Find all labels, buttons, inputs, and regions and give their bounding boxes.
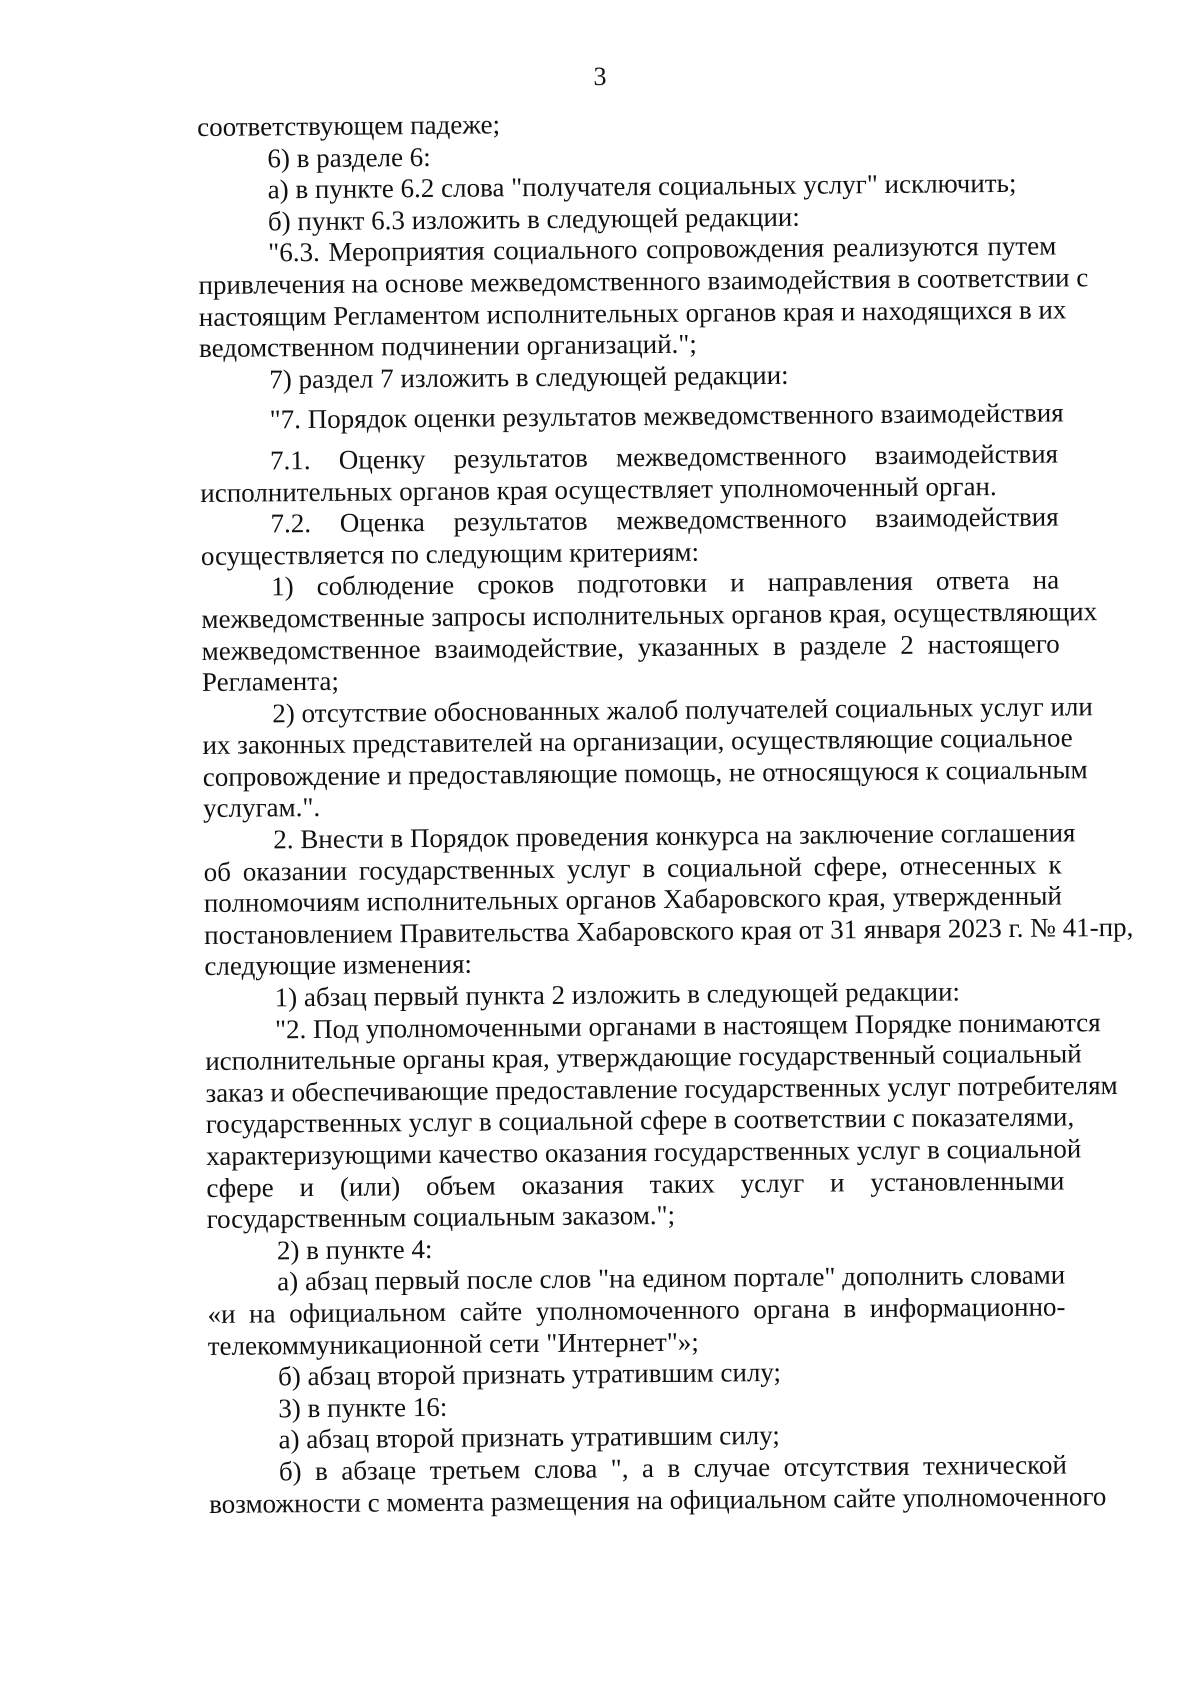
text-line: Регламента; [201, 665, 340, 698]
text-line: заказ и обеспечивающие предоставление государственных услуг потребителям [205, 1069, 1118, 1108]
text-line: б) пункт 6.3 изложить в следующей редакции: [267, 201, 800, 237]
text-line: 3) в пункте 16: [278, 1391, 448, 1424]
text-line: а) абзац второй признать утратившим силу; [278, 1420, 780, 1455]
text-line: ведомственном подчинении организаций."; [198, 328, 697, 364]
text-line: полномочиям исполнительных органов Хабаровского края, утвержденный [203, 880, 1063, 919]
text-line: исполнительные органы края, утверждающие государственный социальный [205, 1038, 1082, 1077]
text-line: а) в пункте 6.2 слова "получателя социальных услуг" исключить; [267, 168, 1017, 205]
text-line: б) абзац второй признать утратившим силу; [277, 1357, 782, 1392]
text-line: а) абзац первый после слов "на едином портале" дополнить словами [277, 1259, 1066, 1297]
text-line: "2. Под уполномоченными органами в настоящем Порядке понимаются [274, 1006, 1101, 1044]
text-line: б) в абзаце третьем слова ", а в случае отсутствия технической [278, 1449, 1067, 1487]
document-body [197, 105, 1134, 1521]
text-line: привлечения на основе межведомственного взаимодействия в соответствии с [198, 262, 1089, 300]
text-line: 7.1. Оценку результатов межведомственного взаимодействия [269, 438, 1059, 476]
text-line: "7. Порядок оценки результатов межведомственного взаимодействия [269, 397, 1064, 435]
text-line: государственных услуг в социальной сфере в соответствии с показателями, [205, 1101, 1075, 1140]
text-line: телекоммуникационной сети "Интернет"»; [207, 1326, 699, 1361]
text-line: об оказании государственных услуг в социальной сфере, отнесенных к [203, 849, 1062, 887]
text-line: их законных представителей на организации, осуществляющие социальное [202, 722, 1073, 761]
text-line: "6.3. Мероприятия социального сопровождения реализуются путем [268, 230, 1057, 268]
text-line: возможности с момента размещения на официальном сайте уполномоченного [209, 1480, 1107, 1519]
text-line: 7.2. Оценка результатов межведомственного взаимодействия [270, 501, 1059, 539]
text-line: 2. Внести в Порядок проведения конкурса на заключение соглашения [273, 817, 1076, 855]
text-line: «и на официальном сайте уполномоченного органа в информационно- [207, 1291, 1066, 1329]
text-line: межведомственные запросы исполнительных органов края, осуществляющих [201, 596, 1098, 634]
text-line: 2) в пункте 4: [276, 1233, 433, 1266]
text-line: характеризующими качество оказания государственных услуг в социальной [205, 1133, 1082, 1171]
text-line: исполнительных органов края осуществляет уполномоченный орган. [200, 470, 997, 508]
text-line: 2) отсутствие обоснованных жалоб получателей социальных услуг или [272, 690, 1093, 729]
text-line: государственным социальным заказом."; [206, 1200, 676, 1235]
text-line: услугам.". [202, 792, 321, 824]
text-line: 6) в разделе 6: [267, 141, 431, 173]
page-number: 3 [593, 62, 607, 91]
text-line: соответствующем падеже; [197, 109, 501, 142]
text-line: настоящим Регламентом исполнительных органов края и находящихся в их [198, 293, 1067, 332]
text-line: следующие изменения: [204, 949, 473, 982]
text-line: осуществляется по следующим критериям: [200, 536, 700, 571]
text-line: постановлением Правительства Хабаровского края от 31 января 2023 г. № 41-пр, [204, 911, 1134, 950]
text-line: сопровождение и предоставляющие помощь, не относящуюся к социальным [202, 754, 1088, 792]
text-line: 1) абзац первый пункта 2 изложить в следующей редакции: [274, 976, 961, 1013]
text-line: 1) соблюдение сроков подготовки и направления ответа на [271, 564, 1060, 602]
text-line: межведомственное взаимодействие, указанных в разделе 2 настоящего [201, 627, 1060, 666]
text-line: 7) раздел 7 изложить в следующей редакции: [269, 359, 789, 395]
text-line: сфере и (или) объем оказания таких услуг и установленными [206, 1165, 1065, 1203]
